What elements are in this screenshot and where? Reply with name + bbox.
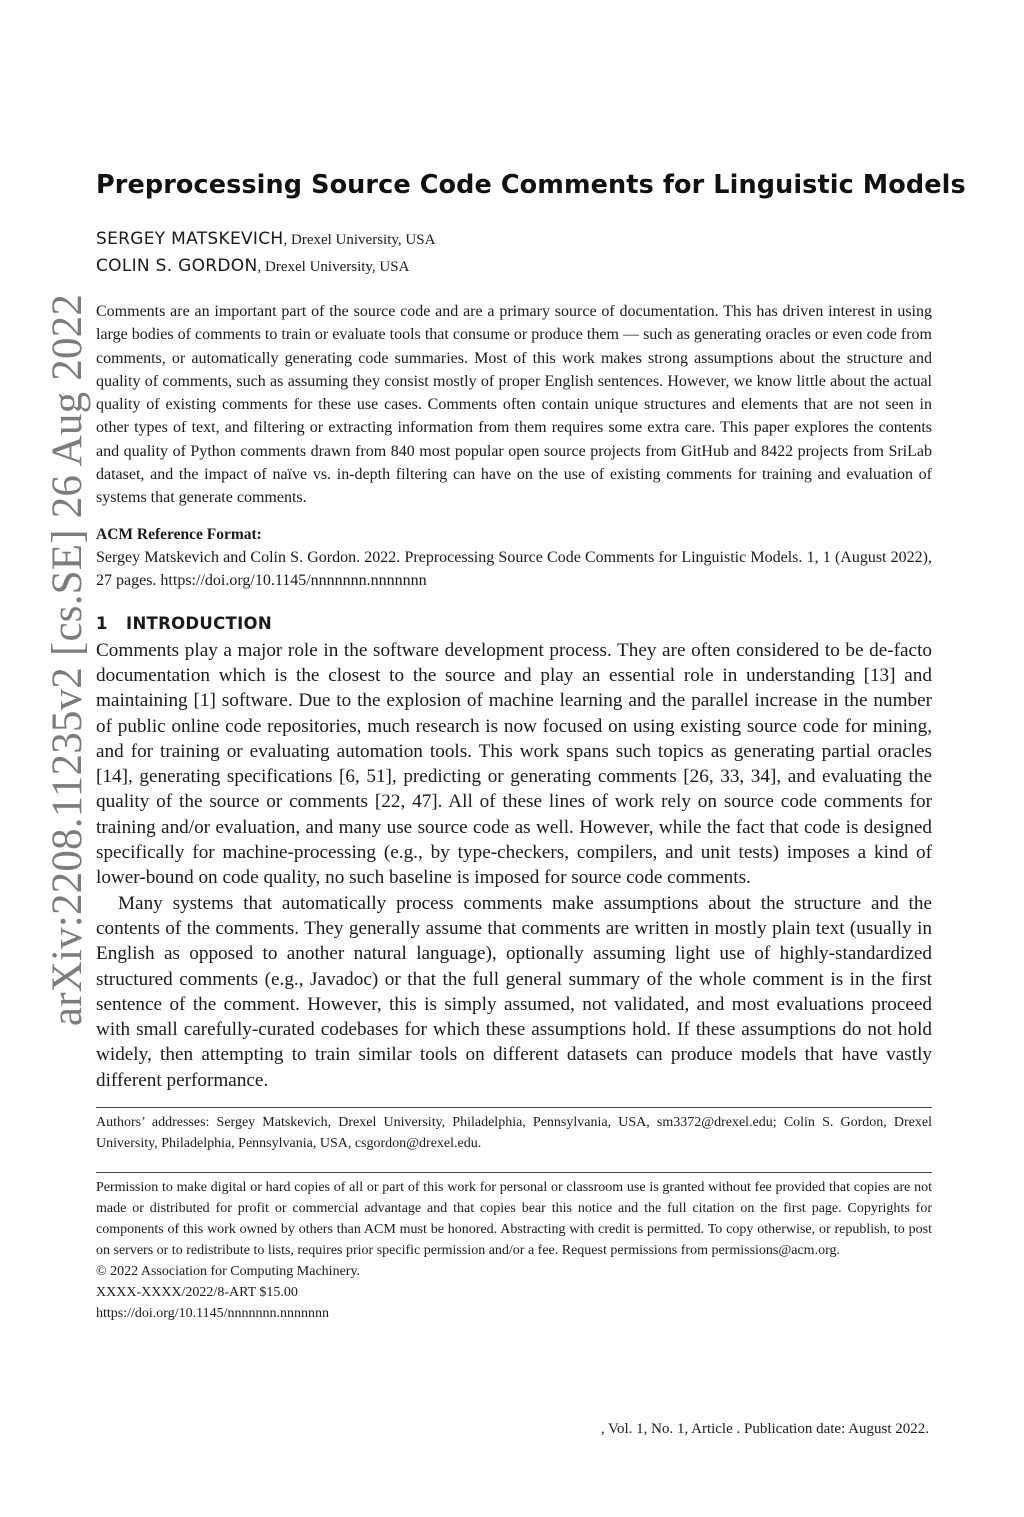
intro-paragraph: Comments play a major role in the software development process. They are often considered to be de-facto documentation which is the closest to the source and play an essential role in understanding [13] and maintaining [1] software. Due to the explosion of machine learning and the parallel increase in the number of public online code repositories, much research is now focused on using existing source code for mining, and for training or evaluating automation tools. This work spans such topics as generating partial oracles [14], generating specifications [6, 51], predicting or generating comments [26, 33, 34], and evaluating the quality of the source or comments [22, 47]. All of these lines of work rely on source code comments for training and/or evaluation, and many use source code as well. However, while the fact that code is designed specifically for machine-processing (e.g., by type-checkers, compilers, and unit tests) imposes a kind of lower-bound on code quality, no such baseline is imposed for source code comments. (96, 639, 932, 889)
copyright-line: © 2022 Association for Computing Machinery. (96, 1264, 361, 1280)
issn-line: XXXX-XXXX/2022/8-ART $15.00 (96, 1285, 298, 1301)
reference-format-text: Sergey Matskevich and Colin S. Gordon. 2022. Preprocessing Source Code Comments for Linguistic Models. 1, 1 (August 2022), 27 pages. https://doi.org/10.1145/nnnnnnn.nnnnnnn (96, 548, 932, 589)
permission-divider (96, 1172, 932, 1173)
footnote-divider (96, 1107, 932, 1108)
author-list (96, 226, 932, 280)
doi-link[interactable]: https://doi.org/10.1145/nnnnnnn.nnnnnnn (96, 1306, 329, 1322)
author-line (96, 253, 932, 280)
section-title: INTRODUCTION (126, 613, 272, 633)
authors-addresses: Authors’ addresses: Sergey Matskevich, Drexel University, Philadelphia, Pennsylvania, USA, sm3372@drexel.edu; Colin S. Gordon, Drexel University, Philadelphia, Pennsylvania, USA, csgordon@drexel.edu. (96, 1115, 932, 1152)
author-affiliation: , Drexel University, USA (257, 259, 410, 275)
section-heading (96, 610, 932, 638)
author-name: SERGEY MATSKEVICH (96, 229, 284, 249)
paper-title: Preprocessing Source Code Comments for Linguistic Models (96, 170, 966, 200)
section-number: 1 (96, 613, 108, 633)
abstract: Comments are an important part of the source code and are a primary source of documentation. This has driven interest in using large bodies of comments to train or evaluate tools that consume or produce them — such as generating oracles or even code from comments, or automatically generating code summaries. Most of this work makes strong assumptions about the structure and quality of comments, such as assuming they consist mostly of proper English sentences. However, we know little about the actual quality of existing comments for these use cases. Comments often contain unique structures and elements that are not seen in other types of text, and filtering or extracting information from them requires some extra care. This paper explores the contents and quality of Python comments drawn from 840 most popular open source projects from GitHub and 8422 projects from SriLab dataset, and the impact of naïve vs. in-depth filtering can have on the use of existing comments for training and evaluation of systems that generate comments. (96, 303, 932, 507)
page-content (96, 170, 966, 1324)
page-footer: , Vol. 1, No. 1, Article . Publication date: August 2022. (600, 1421, 929, 1437)
author-line (96, 226, 932, 253)
permission-notice: Permission to make digital or hard copies of all or part of this work for personal or classroom use is granted without fee provided that copies are not made or distributed for profit or commercial advantage and that copies bear this notice and the full citation on the first page. Copyrights for components of this work owned by others than ACM must be honored. Abstracting with credit is permitted. To copy otherwise, or republish, to post on servers or to redistribute to lists, requires prior specific permission and/or a fee. Request permissions from permissions@acm.org. (96, 1180, 932, 1259)
intro-paragraph: Many systems that automatically process comments make assumptions about the structure and the contents of the comments. They generally assume that comments are written in mostly plain text (usually in English as opposed to another natural language), optionally assuming light use of highly-standardized structured comments (e.g., Javadoc) or that the full general summary of the whole comment is in the first sentence of the comment. However, this is simply assumed, not validated, and most evaluations proceed with small carefully-curated codebases for which these assumptions hold. If these assumptions do not hold widely, then attempting to train similar tools on different datasets can produce models that have vastly different performance. (96, 892, 932, 1091)
author-name: COLIN S. GORDON (96, 256, 258, 276)
author-affiliation: , Drexel University, USA (283, 232, 436, 248)
reference-format-heading: ACM Reference Format: (96, 525, 262, 543)
arxiv-identifier: arXiv:2208.11235v2 [cs.SE] 26 Aug 2022 (44, 293, 91, 1027)
